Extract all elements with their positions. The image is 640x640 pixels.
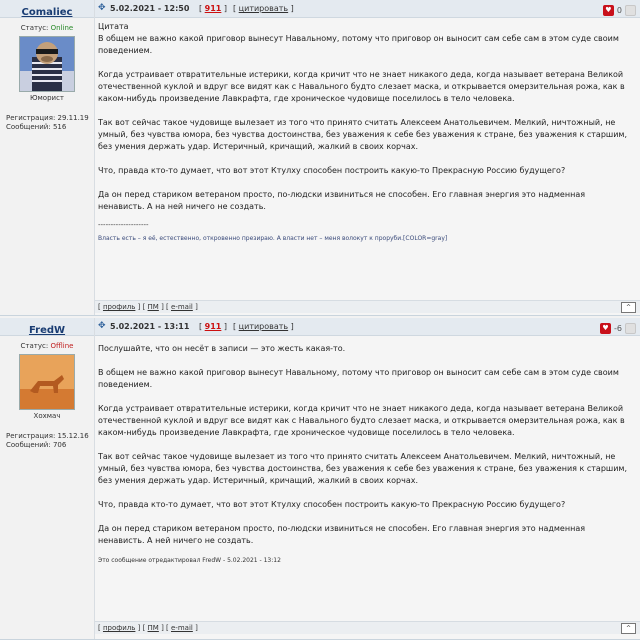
post-paragraph: Да он перед стариком ветераном просто, по-людски извиниться не способен. Его главная энергия это надменная ненависть. А на ней ничего не создать. <box>98 190 586 211</box>
post-link-icon[interactable]: ✥ <box>98 3 106 13</box>
post-date: 5.02.2021 - 13:11 <box>110 322 190 331</box>
rate-plus-button[interactable] <box>625 5 636 16</box>
post-number-link[interactable]: 911 <box>204 4 222 13</box>
signature-separator: -------------------- <box>98 221 149 229</box>
user-meta: Регистрация: 15.12.16 Сообщений: 706 <box>6 432 89 449</box>
rate-plus-button[interactable] <box>625 323 636 334</box>
quote-link[interactable]: цитировать <box>238 322 289 331</box>
rating-value: 0 <box>616 6 622 15</box>
post-paragraph: Так вот сейчас такое чудовище вылезает из того что принято считать Алексеем Анатольевичем. Мелкий, ничтожный, не умный, без чувства юмора, без чувства достоинства, без уважения к себе без уважения к стране, без уважения к старшим, без умения держать удар. Истеричный, кричащий, жалкий в своих корчах. <box>98 118 628 151</box>
post <box>0 0 640 316</box>
user-status: Статус: Online <box>20 24 74 32</box>
post-paragraph: Послушайте, что он несёт в записи — это жесть какая-то. <box>98 344 346 353</box>
post-body <box>98 343 633 567</box>
post-paragraph: Да он перед стариком ветераном просто, по-людски извиниться не способен. Его главная энергия это надменная ненависть. А ней ничего не создать. <box>98 524 586 545</box>
email-link[interactable]: e-mail <box>171 303 193 311</box>
user-status: Статус: Offline <box>20 342 74 350</box>
profile-link[interactable]: профиль <box>102 303 136 311</box>
edit-note: Это сообщение отредактировал FredW - 5.02.2021 - 13:12 <box>98 557 281 564</box>
scroll-up-button[interactable]: ^ <box>621 623 636 634</box>
post-number-link[interactable]: 911 <box>204 322 222 331</box>
post-footer: [ профиль ] [ ПМ ] [ e-mail ] ^ <box>95 300 640 313</box>
rate-minus-button[interactable]: ♥ <box>603 5 614 16</box>
pm-link[interactable]: ПМ <box>147 303 159 311</box>
avatar[interactable] <box>19 354 75 410</box>
username-link[interactable]: FredW <box>28 325 66 336</box>
post-paragraph: Что, правда кто-то думает, что вот этот Ктулху способен построить какую-то Прекрасную Россию будущего? <box>98 500 566 509</box>
registered-date: 15.12.16 <box>57 432 89 440</box>
user-rank: Юморист <box>29 94 65 102</box>
scroll-up-button[interactable]: ^ <box>621 302 636 313</box>
author-panel <box>0 0 95 315</box>
author-panel <box>0 318 95 639</box>
rating-value: -6 <box>614 324 622 333</box>
registered-date: 29.11.19 <box>57 114 89 122</box>
post-footer: [ профиль ] [ ПМ ] [ e-mail ] ^ <box>95 621 640 634</box>
post-paragraph: В общем не важно какой приговор вынесут Навальному, потому что приговор он выносит сам себе сам в этом суде своим поведением. <box>98 368 619 389</box>
profile-link[interactable]: профиль <box>102 624 136 632</box>
post-link-icon[interactable]: ✥ <box>98 321 106 331</box>
status-online: Online <box>50 24 74 32</box>
post-date: 5.02.2021 - 12:50 <box>110 4 190 13</box>
post-body <box>98 21 633 245</box>
post <box>0 318 640 640</box>
rate-minus-button[interactable]: ♥ <box>600 323 611 334</box>
pm-link[interactable]: ПМ <box>147 624 159 632</box>
avatar[interactable] <box>19 36 75 92</box>
signature: Власть есть – я её, естественно, откровенно презираю. А власти нет – меня волокут к проруби.[COLOR=gray] <box>98 235 448 242</box>
user-rank: Хохмач <box>33 412 61 420</box>
post-paragraph: Что, правда кто-то думает, что вот этот Ктулху способен построить какую-то Прекрасную Россию будущего? <box>98 166 566 175</box>
post-header: ✥ 5.02.2021 - 13:11 [ 911 ] [ цитировать ] ♥ -6 <box>95 318 640 336</box>
post-header: ✥ 5.02.2021 - 12:50 [ 911 ] [ цитировать ] ♥ 0 <box>95 0 640 18</box>
quote-link[interactable]: цитировать <box>238 4 289 13</box>
post-paragraph: Так вот сейчас такое чудовище вылезает из того что принято считать Алексеем Анатольевичем. Мелкий, ничтожный, не умный, без чувства юмора, без чувства достоинства, без уважения к себе без уважения к стране, без уважения к старшим, без умения держать удар. Истеричный, кричащий, жалкий в своих корчах. <box>98 452 628 485</box>
quote-block: Цитата В общем не важно какой приговор вынесут Навальному, потому что приговор он выносит сам себе сам в этом суде своим поведением. <box>98 22 619 55</box>
message-count: 706 <box>52 441 67 449</box>
post-paragraph: Когда устраивает отвратительные истерики, когда кричит что не знает никакого деда, когда называет ветерана Великой отечественной куклой и вдруг все видят как с Навального будто слезает маска, и открывается омерзительная рожа, как в каком-нибудь произведение Лавкрафта, где хроническое чудовище поселилось в тело человека. <box>98 70 625 103</box>
status-offline: Offline <box>50 342 74 350</box>
rating <box>600 320 636 337</box>
email-link[interactable]: e-mail <box>171 624 193 632</box>
username-link[interactable]: Comaliec <box>21 7 73 18</box>
message-count: 516 <box>52 123 67 131</box>
user-meta: Регистрация: 29.11.19 Сообщений: 516 <box>6 114 89 131</box>
rating <box>603 2 636 19</box>
post-paragraph: Когда устраивает отвратительные истерики, когда кричит что не знает никакого деда, когда называет ветерана Великой отечественной куклой и вдруг все видят как с Навального будто слезает маска, и открывается омерзительная рожа, как в каком-нибудь произведение Лавкрафта, где хроническое чудовище поселилось в тело человека. <box>98 404 625 437</box>
